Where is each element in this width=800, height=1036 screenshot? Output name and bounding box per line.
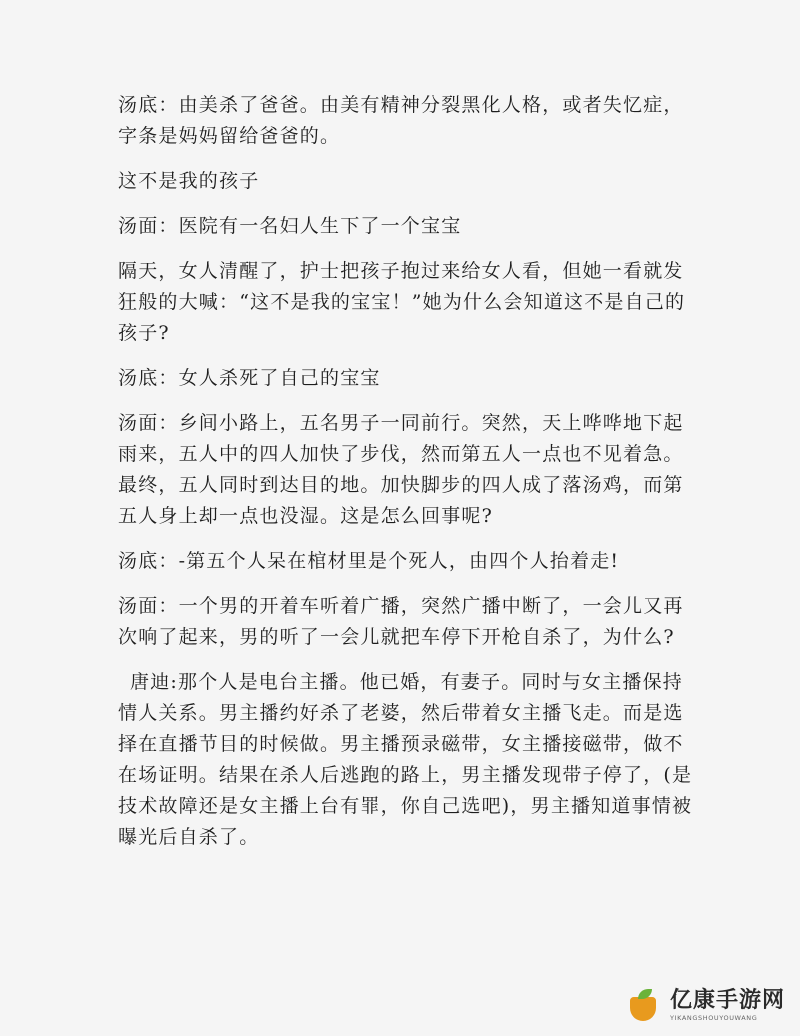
watermark-title: 亿康手游网 (670, 988, 786, 1014)
paragraph-soup-surface-1: 汤面：医院有一名妇人生下了一个宝宝 (118, 215, 462, 237)
paragraph-soup-bottom-2: 汤底：女人杀死了自己的宝宝 (118, 367, 381, 389)
site-watermark (626, 984, 786, 1028)
paragraph-answer-3: 唐迪:那个人是电台主播。他已婚，有妻子。同时与女主播保持情人关系。男主播约好杀了老婆，然后带着女主播飞走。而是选择在直播节目的时候做。男主播预录磁带，女主播接磁带，做不在场证明。结果在杀人后逃跑的路上，男主播发现带子停了，(是技术故障还是女主播上台有罪，你自己选吧)，男主播知道事情被曝光后自杀了。 (118, 671, 693, 848)
paragraph-soup-bottom-1: 汤底：由美杀了爸爸。由美有精神分裂黑化人格，或者失忆症，字条是妈妈留给爸爸的。 (118, 94, 684, 147)
paragraph-riddle-title: 这不是我的孩子 (118, 170, 260, 192)
logo-icon (626, 987, 664, 1025)
paragraph-riddle-body-1: 隔天，女人清醒了，护士把孩子抱过来给女人看，但她一看就发狂般的大喊：“这不是我的宝宝！”她为什么会知道这不是自己的孩子? (118, 260, 686, 344)
paragraph-soup-surface-2: 汤面：乡间小路上，五名男子一同前行。突然，天上哗哗地下起雨来，五人中的四人加快了步伐，然而第五人一点也不见着急。最终，五人同时到达目的地。加快脚步的四人成了落汤鸡，而第五人身上却一点也没湿。这是怎么回事呢? (118, 412, 684, 527)
paragraph-soup-bottom-3: 汤底：-第五个人呆在棺材里是个死人，由四个人抬着走! (118, 550, 620, 572)
paragraph-soup-surface-3: 汤面：一个男的开着车听着广播，突然广播中断了，一会儿又再次响了起来，男的听了一会儿就把车停下开枪自杀了，为什么? (118, 595, 684, 648)
watermark-subtitle: YIKANGSHOUYOUWANG (670, 1014, 758, 1023)
